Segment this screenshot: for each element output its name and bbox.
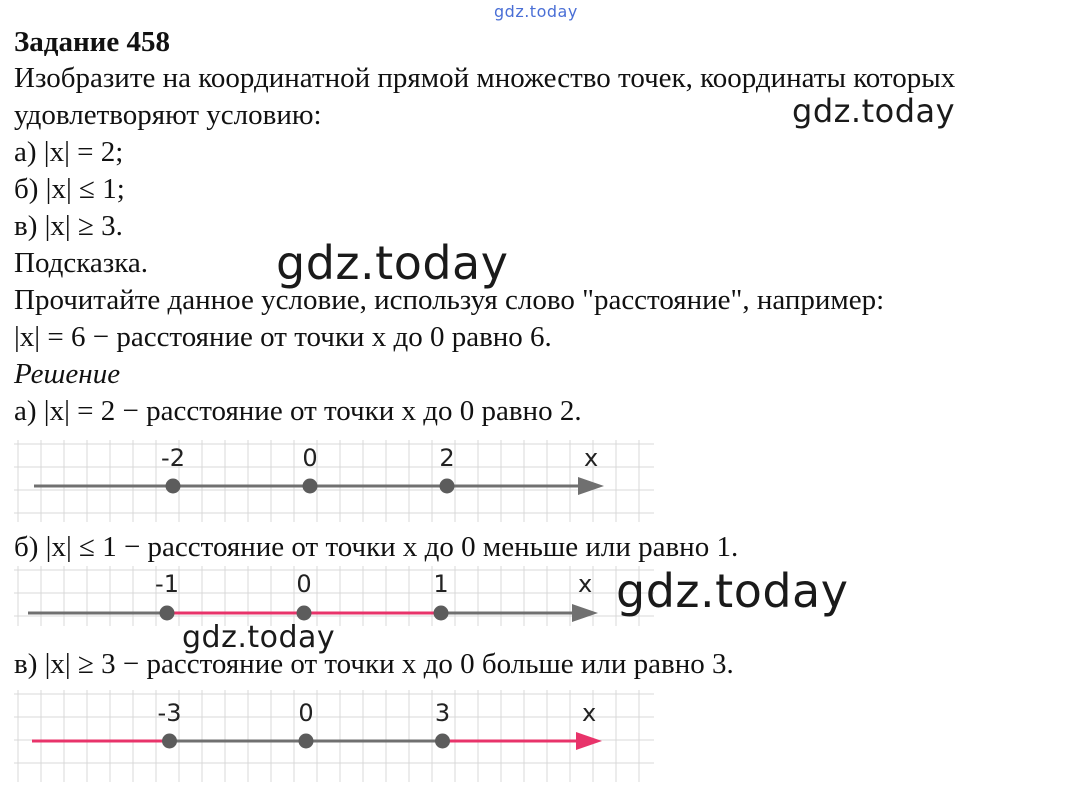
hint-label: Подсказка.	[14, 247, 148, 279]
point-label: -1	[155, 570, 179, 598]
point-marker	[160, 606, 175, 621]
point-marker	[162, 734, 177, 749]
point-label: 3	[434, 699, 451, 727]
task-statement-line-2: удовлетворяют условию:	[14, 99, 322, 131]
watermark-4: gdz.today	[182, 620, 336, 655]
axis-label: x	[582, 699, 597, 727]
axis-label: x	[584, 444, 599, 472]
point-label: 0	[298, 699, 314, 727]
point-label: 0	[302, 444, 318, 472]
point-label: 0	[296, 570, 312, 598]
point-marker	[440, 479, 455, 494]
point-label: -2	[161, 444, 185, 472]
grid	[14, 440, 654, 522]
grid	[14, 566, 654, 626]
watermark-top: gdz.today	[494, 2, 578, 21]
point-marker	[166, 479, 181, 494]
number-line-b	[14, 566, 654, 626]
point-marker	[303, 479, 318, 494]
point-label: 1	[433, 570, 449, 598]
arrow-head	[576, 732, 602, 750]
point-label: 2	[439, 444, 455, 472]
watermark-2: gdz.today	[276, 236, 509, 290]
task-title: Задание 458	[14, 26, 171, 58]
arrow-head	[572, 604, 598, 622]
watermark-3: gdz.today	[616, 564, 849, 618]
solution-b-text: б) |x| ≤ 1 − расстояние от точки x до 0 меньше или равно 1.	[14, 531, 739, 563]
point-marker	[297, 606, 312, 621]
task-item-a: а) |x| = 2;	[14, 136, 124, 168]
task-statement-line-1: Изобразите на координатной прямой множество точек, координаты которых	[14, 62, 956, 94]
point-marker	[299, 734, 314, 749]
point-marker	[434, 606, 449, 621]
solution-c-text: в) |x| ≥ 3 − расстояние от точки x до 0 больше или равно 3.	[14, 648, 734, 680]
watermark-1: gdz.today	[792, 92, 956, 130]
solution-a-text: а) |x| = 2 − расстояние от точки x до 0 равно 2.	[14, 395, 582, 427]
point-label: -3	[157, 699, 182, 727]
point-marker	[435, 734, 450, 749]
hint-text: Прочитайте данное условие, используя слово "расстояние", например:	[14, 284, 885, 316]
task-item-c: в) |x| ≥ 3.	[14, 210, 123, 242]
arrow-head	[578, 477, 604, 495]
number-line-c	[14, 690, 654, 782]
solution-label: Решение	[14, 358, 121, 390]
hint-example: |x| = 6 − расстояние от точки x до 0 равно 6.	[14, 321, 552, 353]
axis-label: x	[578, 570, 593, 598]
number-line-a	[14, 440, 654, 522]
grid	[14, 690, 654, 782]
task-item-b: б) |x| ≤ 1;	[14, 173, 125, 205]
